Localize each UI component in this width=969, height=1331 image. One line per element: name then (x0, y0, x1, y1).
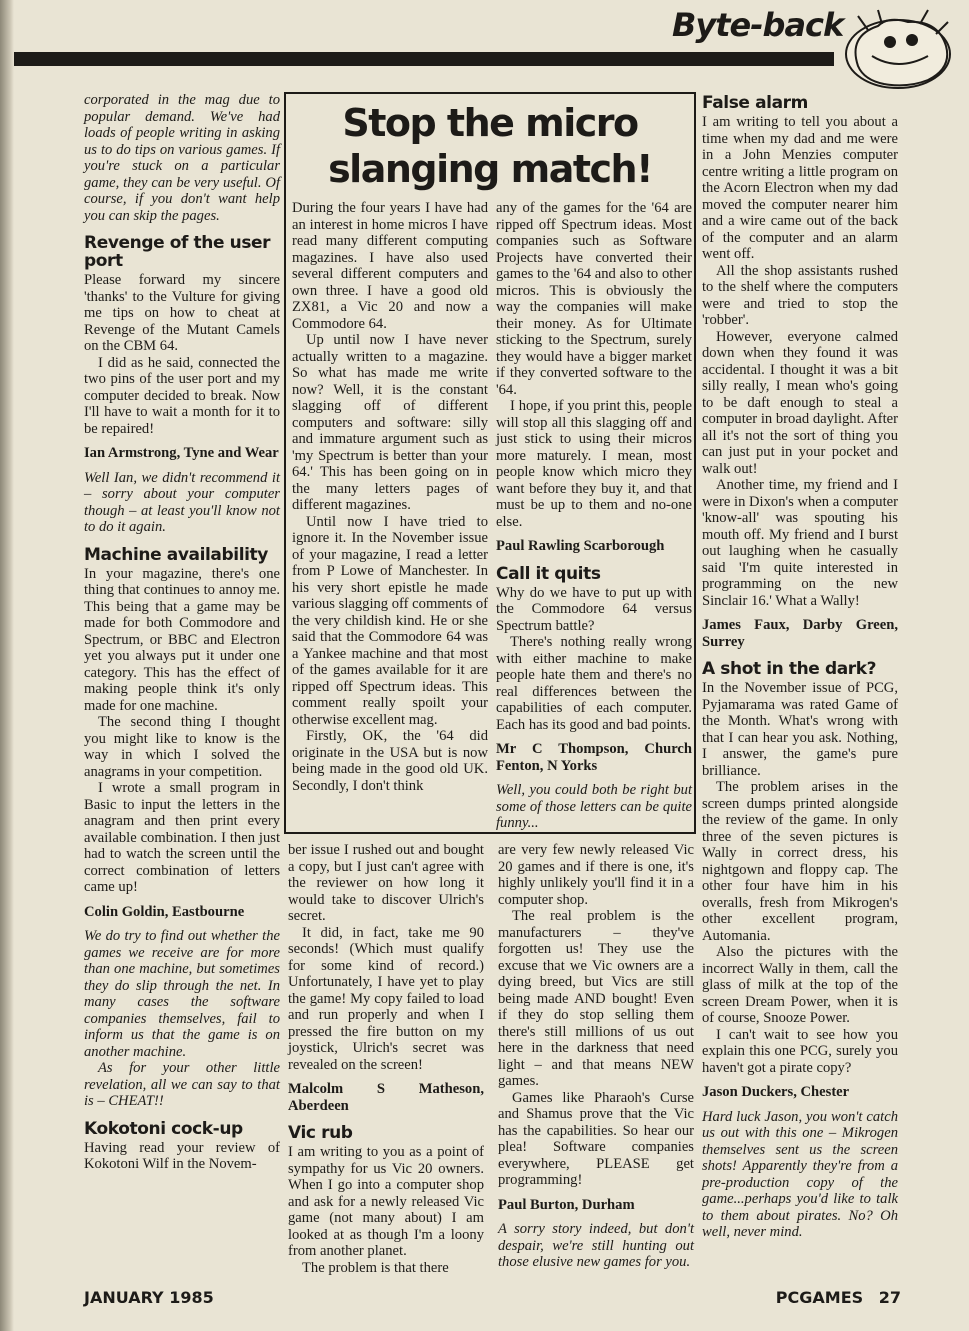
editor-reply: A sorry story indeed, but don't despair, we're still hunting out those elusive new games for you. (498, 1221, 694, 1270)
letter-paragraph: The problem arises in the screen dumps printed alongside the review of the game. In only three of the seven pictures is Wally in correct dress, his nightgown and floppy cap. The other four have him in his overalls, fresh from Mikrogen's other excellent program, Automania. (702, 779, 898, 944)
letter-heading-kokotoni: Kokotoni cock-up (84, 1118, 243, 1139)
vulture-mascot-icon (828, 6, 958, 96)
page-footer (776, 1288, 901, 1307)
letter-heading-vic-rub: Vic rub (288, 1123, 353, 1143)
letter-signature: James Faux, Darby Green, Surrey (702, 617, 898, 650)
editor-reply: Well Ian, we didn't recommend it – sorry about your computer though – at least you'll know not to do it again. (84, 469, 280, 535)
letter-signature: Paul Rawling Scarborough (496, 538, 665, 554)
letter-paragraph: Games like Pharaoh's Curse and Shamus prove that the Vic has the capabilities. So hear our plea! Software companies everywhere, PLEASE get programming! (498, 1089, 694, 1188)
column-centre-left (288, 842, 484, 1276)
letter-heading-call-it-quits: Call it quits (496, 563, 601, 584)
letter-paragraph: During the four years I have had an interest in home micros I have read many different computing magazines. I have also used several different computers and own three. I have a good old ZX81, a Vic 20 and now a Commodore 64. (292, 200, 488, 332)
letter-paragraph: any of the games for the '64 are ripped off Spectrum ideas. Most companies such as Software Projects have converted their games to the '64 and also to other micros. This is obviously the way the companies will make their money. As for Ultimate sticking to the Spectrum, surely they would have a bigger market if they converted software to the '64. (496, 200, 692, 398)
letter-paragraph: Also the pictures with the incorrect Wally in them, call the glass of milk at the top of the screen Dream Power, when it is of course, Snooze Power. (702, 944, 898, 1026)
editor-reply: Well, you could both be right but some of those letters can be quite funny... (496, 782, 692, 831)
letter-paragraph: I hope, if you print this, people will stop all this slagging off and just stick to using their micros more maturely. I mean, most people know which micro they want before they buy it, and that must be up to them and no-one else. (496, 398, 692, 530)
letter-paragraph: Having read your review of Kokotoni Wilf in the Novem- (84, 1139, 280, 1172)
column-centre-right (498, 842, 694, 1271)
letter-paragraph: In the November issue of PCG, Pyjamarama was rated Game of the Month. What's wrong with that I can hear you ask. Nothing, I answer, the game's pure brilliance. (702, 680, 898, 779)
letter-paragraph: In your magazine, there's one thing that continues to annoy me. This being that a game may be made for both Commodore and Spectrum, or BBC and Electron yet you always put it under one category. This has the effect of making people think it's only made for one machine. (84, 565, 280, 714)
magazine-name: PCGAMES (775, 1288, 864, 1307)
letter-signature: Mr C Thompson, Church Fenton, N Yorks (496, 741, 692, 774)
letter-paragraph: However, everyone calmed down when they found it was accidental. I thought it was a bit silly really, I mean who's going to be daft enough to steal a computer in broad daylight. After all it's not the sort of thing you can just put in your pocket and walk out! (702, 328, 898, 477)
letter-heading-shot-in-the-dark: A shot in the dark? (702, 659, 877, 679)
editor-reply: Hard luck Jason, you won't catch us out with this one – Mikrogen themselves sent us the screen shots! Apparently they're from a pre-production copy of the game...perhaps you'd like to talk to them about pirates. No? Oh well, never mind. (702, 1108, 898, 1240)
letter-signature: Colin Goldin, Eastbourne (84, 903, 245, 920)
feature-column-left (292, 200, 488, 794)
letter-paragraph: Please forward my sincere 'thanks' to the Vulture for giving me tips on how to cheat at Revenge of the Mutant Camels on the CBM 64. (84, 272, 280, 354)
letter-paragraph: The real problem is the manufacturers – they've forgotten us! They use the excuse that we Vic owners are a dying breed, but Vics are still being made AND bought! Even if they do stop selling them there's still millions of us out here in the darkness that need light – and that means NEW games. (498, 908, 694, 1089)
letter-paragraph: ber issue I rushed out and bought a copy, but I just can't agree with the reviewer on how long it would take to discover Ulrich's secret. (288, 842, 484, 924)
editor-reply: As for your other little revelation, all we can say to that is – CHEAT!! (84, 1060, 280, 1109)
letter-signature: Jason Duckers, Chester (702, 1084, 850, 1100)
letter-paragraph: Firstly, OK, the '64 did originate in the USA but is now being made in the good old UK. Secondly, I don't think (292, 728, 488, 794)
letter-paragraph: Up until now I have never actually written to a magazine. So what has made me write now? Well, it is the constant slagging off of different computers and software: silly and immature argument such as 'my Spectrum is better than your 64.' This has been going on in the many letters pages of different magazines. (292, 332, 488, 513)
header-rule (14, 52, 834, 66)
feature-column-right (496, 200, 692, 832)
letter-paragraph: I am writing to you as a point of sympathy for us Vic 20 owners. When I go into a computer shop and ask for a newly released Vic game (not many about) I am looked at as though I'm a loony from another planet. (288, 1144, 484, 1259)
letter-paragraph: There's nothing really wrong with either machine to make people hate them and there's no real differences between the capabilities of each computer. Each has its good and bad points. (496, 634, 692, 733)
letter-paragraph: are very few newly released Vic 20 games and if there is one, it's highly unlikely you'll find it in a computer shop. (498, 842, 694, 908)
column-left (84, 92, 280, 1173)
letter-paragraph: I wrote a small program in Basic to input the letters in the anagram and then print every available combination. I then just had to watch the screen until the correct combination of letters came up! (84, 780, 280, 895)
letter-heading-revenge: Revenge of the user port (84, 233, 271, 271)
page-number: 27 (878, 1288, 901, 1307)
letter-heading-false-alarm: False alarm (702, 93, 808, 113)
issue-date: JANUARY 1985 (84, 1288, 214, 1307)
letter-signature: Paul Burton, Durham (498, 1196, 635, 1213)
letter-signature: Ian Armstrong, Tyne and Wear (84, 445, 279, 461)
letter-paragraph: Another time, my friend and I were in Dixon's when a computer 'know-all' was spouting his mouth off. My friend and I burst out laughing when he casually said 'I'm quite interested in programming on the new Sinclair 16.' What a Wally! (702, 477, 898, 609)
feature-headline: Stop the micro slanging match! (328, 101, 652, 191)
letter-paragraph: I did as he said, connected the two pins of the user port and my computer decided to break. Now I'll have to wait a month for it to be repaired! (84, 354, 280, 437)
editor-reply: corporated in the mag due to popular demand. We've had loads of people writing in asking us to do tips on various games. If you're stuck on a particular game, they can be very useful. Of course, if you don't want help you can skip the pages. (84, 92, 280, 224)
letter-paragraph: It did, in fact, take me 90 seconds! (Which must qualify for some kind of record.) Unfortunately, I have yet to play the game! My copy failed to load and run properly and when I pressed the fire button on my joystick, Ulrich's secret was revealed on the screen! (288, 924, 484, 1073)
letter-signature: Malcolm S Matheson, Aberdeen (288, 1081, 484, 1114)
letter-heading-machine-availability: Machine availability (84, 544, 268, 565)
letter-paragraph: I can't wait to see how you explain this one PCG, surely you haven't got a pirate copy? (702, 1026, 898, 1076)
editor-reply: We do try to find out whether the games we receive are for more than one machine, but sometimes they do slip through the net. In many cases the software companies themselves, fail to inform us that the game is on another machine. (84, 928, 280, 1060)
letter-paragraph: Until now I have tried to ignore it. In the November issue of your magazine, I read a letter from P Lowe of Manchester. In his very short epistle he made various slagging off comments of the very childish kind. He or she said that the Commodore 64 was a Yankee machine and that most of the games available for it are ripped off Spectrum ideas. This comment really spoilt your otherwise excellent mag. (292, 513, 488, 728)
section-title: Byte-back (672, 6, 844, 44)
letter-paragraph: Why do we have to put up with the Commodore 64 versus Spectrum battle? (496, 584, 692, 634)
letter-paragraph: The second thing I thought you might like to know is the way in which I solved the anagrams in your competition. (84, 714, 280, 780)
column-right (702, 94, 898, 1241)
letter-paragraph: All the shop assistants rushed to the shelf where the computers were and tried to stop the 'robber'. (702, 262, 898, 328)
letter-paragraph: The problem is that there (302, 1259, 449, 1276)
page-gutter-shadow (0, 0, 14, 1331)
letter-paragraph: I am writing to tell you about a time when my dad and me were in a John Menzies computer centre writing a little program on the Acorn Electron when my dad moved the computer nearer him and a wire came out of the back of the computer and an alarm went off. (702, 114, 898, 262)
